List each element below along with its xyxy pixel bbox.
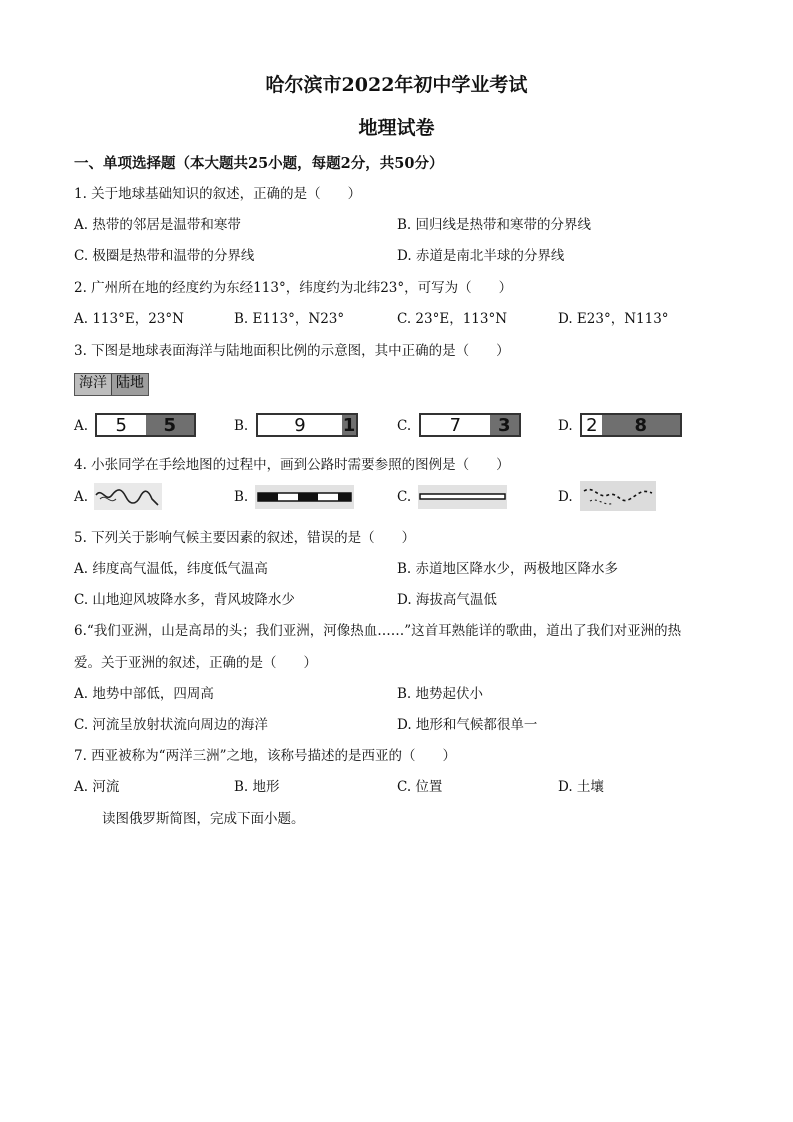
ocean-land-legend bbox=[74, 373, 149, 396]
ratio-bar-b bbox=[256, 413, 358, 437]
question-7-stem: 7. 西亚被称为“两洋三洲”之地，该称号描述的是西亚的（ ） bbox=[74, 748, 456, 764]
question-6-stem-line-2: 爱。关于亚洲的叙述，正确的是（ ） bbox=[74, 655, 317, 671]
question-4-option-d[interactable]: D. bbox=[558, 489, 573, 505]
question-3-option-a[interactable]: A. bbox=[74, 418, 89, 434]
exam-subtitle: 地理试卷 bbox=[358, 117, 435, 139]
question-4-option-b[interactable]: B. bbox=[234, 489, 249, 505]
question-6-option-d[interactable]: D. 地形和气候都很单一 bbox=[397, 717, 538, 733]
reading-instruction: 读图俄罗斯简图，完成下面小题。 bbox=[102, 811, 305, 827]
road-symbol-icon bbox=[418, 485, 507, 509]
question-6-option-a[interactable]: A. 地势中部低，四周高 bbox=[74, 686, 214, 702]
question-1-option-a[interactable]: A. 热带的邻居是温带和寒带 bbox=[74, 217, 241, 233]
question-3-option-c[interactable]: C. bbox=[397, 418, 412, 434]
question-3-option-b[interactable]: B. bbox=[234, 418, 249, 434]
question-5-option-a[interactable]: A. 纬度高气温低，纬度低气温高 bbox=[74, 561, 268, 577]
question-7-option-d[interactable]: D. 土壤 bbox=[558, 779, 604, 795]
ratio-bar-land: 8 bbox=[602, 415, 680, 435]
ratio-bar-d bbox=[580, 413, 682, 437]
ratio-bar-land: 3 bbox=[490, 415, 519, 435]
question-1-option-d[interactable]: D. 赤道是南北半球的分界线 bbox=[397, 248, 565, 264]
question-4-stem: 4. 小张同学在手绘地图的过程中，画到公路时需要参照的图例是（ ） bbox=[74, 457, 510, 473]
ratio-bar-land: 1 bbox=[342, 414, 356, 436]
ratio-bar-a bbox=[95, 413, 196, 437]
railway-symbol-icon bbox=[255, 485, 354, 509]
question-1-option-b[interactable]: B. 回归线是热带和寒带的分界线 bbox=[397, 217, 592, 233]
boundary-symbol-icon bbox=[580, 481, 656, 511]
question-4-option-a[interactable]: A. bbox=[74, 489, 89, 505]
question-2-option-d[interactable]: D. E23°，N113° bbox=[558, 311, 669, 327]
river-symbol-icon bbox=[94, 483, 162, 510]
ratio-bar-ocean: 2 bbox=[582, 415, 602, 435]
legend-ocean-label: 海洋 bbox=[75, 374, 112, 395]
ratio-bar-ocean: 5 bbox=[97, 415, 146, 435]
question-2-option-c[interactable]: C. 23°E，113°N bbox=[397, 311, 508, 327]
question-4-option-c[interactable]: C. bbox=[397, 489, 412, 505]
ratio-bar-ocean: 9 bbox=[258, 415, 342, 435]
exam-title: 哈尔滨市2022年初中学业考试 bbox=[265, 74, 528, 96]
question-7-option-a[interactable]: A. 河流 bbox=[74, 779, 120, 795]
question-5-option-b[interactable]: B. 赤道地区降水少，两极地区降水多 bbox=[397, 561, 619, 577]
question-6-option-b[interactable]: B. 地势起伏小 bbox=[397, 686, 484, 702]
question-7-option-c[interactable]: C. 位置 bbox=[397, 779, 443, 795]
question-6-option-c[interactable]: C. 河流呈放射状流向周边的海洋 bbox=[74, 717, 268, 733]
question-5-stem: 5. 下列关于影响气候主要因素的叙述，错误的是（ ） bbox=[74, 530, 416, 546]
question-2-stem: 2. 广州所在地的经度约为东经113°，纬度约为北纬23°，可写为（ ） bbox=[74, 280, 513, 296]
question-6-stem-line-1: 6.“我们亚洲，山是高昂的头；我们亚洲，河像热血……”这首耳熟能详的歌曲，道出了我们对亚洲的热 bbox=[74, 623, 682, 639]
question-3-stem: 3. 下图是地球表面海洋与陆地面积比例的示意图，其中正确的是（ ） bbox=[74, 343, 510, 359]
ratio-bar-land: 5 bbox=[146, 415, 195, 435]
section-heading: 一、单项选择题（本大题共25小题，每题2分，共50分） bbox=[74, 155, 444, 172]
question-5-option-c[interactable]: C. 山地迎风坡降水多，背风坡降水少 bbox=[74, 592, 295, 608]
ratio-bar-c bbox=[419, 413, 521, 437]
question-2-option-b[interactable]: B. E113°，N23° bbox=[234, 311, 345, 327]
ratio-bar-ocean: 7 bbox=[421, 415, 490, 435]
question-1-option-c[interactable]: C. 极圈是热带和温带的分界线 bbox=[74, 248, 255, 264]
question-3-option-d[interactable]: D. bbox=[558, 418, 573, 434]
legend-land-label: 陆地 bbox=[112, 374, 148, 395]
question-1-stem: 1. 关于地球基础知识的叙述，正确的是（ ） bbox=[74, 186, 362, 202]
question-7-option-b[interactable]: B. 地形 bbox=[234, 779, 280, 795]
question-2-option-a[interactable]: A. 113°E，23°N bbox=[74, 311, 184, 327]
question-5-option-d[interactable]: D. 海拔高气温低 bbox=[397, 592, 497, 608]
